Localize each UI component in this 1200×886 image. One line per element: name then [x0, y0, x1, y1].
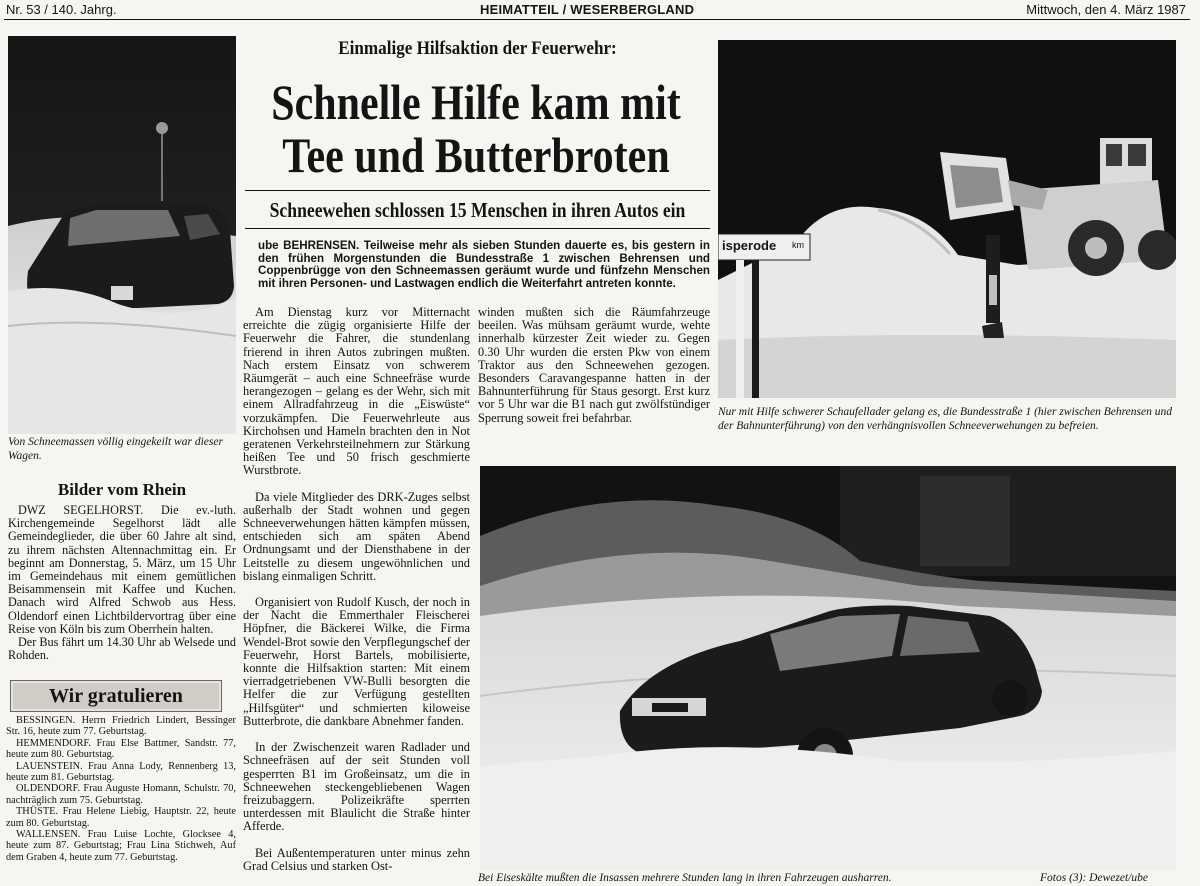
- sign-km: km: [792, 240, 804, 250]
- headline-line-1: Schnelle Hilfe kam mit: [271, 74, 681, 130]
- article-subhead: Schneewehen schlossen 15 Menschen in ihren Autos ein: [269, 198, 686, 222]
- gratulieren-entry: WALLENSEN. Frau Luise Lochte, Glocksee 4, heute zum 87. Geburtstag; Frau Lina Stichweh, Auf dem Graben 4, heute zum 77. Geburtstag.: [6, 829, 236, 863]
- article-paragraph: In der Zwischenzeit waren Radlader und Schneefräsen auf der seit Stunden voll gesperrten B1 im Großeinsatz, um die in Schneewehen steckengebliebenen Wagen freizubaggern. Polizeikräfte sperrten unterdessen mit Blaulicht die Straße hinter Afferde.: [243, 740, 470, 834]
- article-paragraph: Da viele Mitglieder des DRK-Zuges selbst außerhalb der Stadt wohnen und gegen Schneeverwehungen hätten kämpfen müssen, entschieden sich am späten Abend Ordnungsamt und der Diensthabene in der Leitstelle zu diesem ungewöhnlichen und bislang einmaligen Schritt.: [243, 489, 470, 583]
- article-paragraph: Am Dienstag kurz vor Mitternacht erreichte die zügig organisierte Hilfe der Feuerwehr die Fahrer, die stundenlang frierend in ihren Autos zubringen mußten. Nach erstem Einsatz von schwerem Räumgerät – auch eine Schneefräse wurde herangezogen – gelang es der Wehr, sich mit einem Allradfahrzeug in die „Eiswüste“ vorzukämpfen. Die Feuerwehrleute aus Kirchohsen und Hameln brachten den in Not geratenen Verkehrsteilnehmern zur Stärkung heißen Tee und 50 frisch geschmierte Wurstbrote.: [243, 306, 470, 478]
- article-lead: ube BEHRENSEN. Teilweise mehr als sieben Stunden dauerte es, bis gestern in den frühen Morgenstunden die Bundesstraße 1 zwischen Behrensen und Coppenbrügge von den Schneemassen geräumt wurde und fünfzehn Menschen mit ihren Personen- und Lastwagen endlich die Weiterfahrt antreten konnte.: [258, 239, 710, 290]
- issue-date: Mittwoch, den 4. März 1987: [1026, 2, 1186, 17]
- rhein-article: [8, 504, 236, 662]
- article-paragraph: winden mußten sich die Räumfahrzeuge beeilen. Was mühsam geräumt wurde, wehte innerhalb kürzester Zeit wieder zu. Gegen 0.30 Uhr wurden die ersten Pkw von einem Traktor aus den Schneewehen gezogen. Besonders Caravangespanne hatten in der Bahnunterführung für Staus gesorgt. Erst kurz vor 5 Uhr war die B1 nach gut zwölfstündiger Sperrung soweit frei befahrbar.: [478, 305, 710, 425]
- rhein-title: Bilder vom Rhein: [57, 480, 187, 499]
- left-photo: [8, 36, 236, 434]
- masthead: [0, 0, 1200, 20]
- article-paragraph: Organisiert von Rudolf Kusch, der noch in der Nacht die Emmerthaler Fleischerei Höpfner, die Bäckerei Wilke, die Firma Wendel-Brot sowie den Verpflegungschef der Feuerwehr, Horst Bartels, mobilisierte, konnte die Hilfsaktion starten: Mit einem vierradgetriebenen VW-Bulli besorgten die Helfer die zur Verfügung gestellten „Hilfsgüter“ und schmierten kiloweise Butterbrote, die dankbare Abnehmer fanden.: [243, 595, 470, 728]
- bottom-right-photo-caption: Bei Eiseskälte mußten die Insassen mehrere Stunden lang in ihren Fahrzeugen ausharren.: [478, 872, 892, 884]
- subhead-rule: [245, 228, 710, 229]
- article-column-2: [478, 306, 710, 438]
- gratulieren-entry: THÜSTE. Frau Helene Liebig, Hauptstr. 22, heute zum 80. Geburtstag.: [6, 806, 236, 829]
- photo-credit: Fotos (3): Dewezet/ube: [1040, 872, 1148, 884]
- gratulieren-title: Wir gratulieren: [49, 685, 183, 707]
- bottom-right-photo: [480, 466, 1176, 870]
- gratulieren-entry: OLDENDORF. Frau Auguste Homann, Schulstr. 70, nachträglich zum 75. Geburtstag.: [6, 783, 236, 806]
- article-column-1: [243, 306, 470, 883]
- gratulieren-title-box: [10, 680, 222, 712]
- gratulieren-entry: BESSINGEN. Herrn Friedrich Lindert, Bessinger Str. 16, heute zum 77. Geburtstag.: [6, 715, 236, 738]
- gratulieren-entry: LAUENSTEIN. Frau Anna Lody, Rennenberg 13, heute zum 81. Geburtstag.: [6, 760, 236, 784]
- top-right-photo-caption: Nur mit Hilfe schwerer Schaufellader gelang es, die Bundesstraße 1 (hier zwischen Behrensen und der Bahnunterführung) von den verhängnisvollen Schneeverwehungen zu befreien.: [718, 406, 1172, 432]
- rhein-body: DWZ SEGELHORST. Die ev.-luth. Kirchengemeinde Segelhorst lädt alle Gemeindeglieder, die über 60 Jahre alt sind, zu ihrem nächsten Altennachmittag ein. Er beginnt am Donnerstag, 5. März, um 15 Uhr im Gemeindehaus mit einem gemütlichen Beisammensein mit Kaffee und Kuchen. Danach wird Alfred Schwob aus Hess. Oldendorf einen Lichtbildervortrag über eine Reise von Köln bis zum Oberrhein halten.: [8, 503, 236, 636]
- article-kicker: Einmalige Hilfsaktion der Feuerwehr:: [338, 38, 617, 59]
- top-right-photo: [718, 40, 1176, 398]
- masthead-rule: [4, 19, 1190, 20]
- article-paragraph: Bei Außentemperaturen unter minus zehn Grad Celsius und starken Ost-: [243, 845, 470, 873]
- gratulieren-entry: HEMMENDORF. Frau Else Battmer, Sandstr. 77, heute zum 80. Geburtstag.: [6, 737, 236, 761]
- issue-number: Nr. 53 / 140. Jahrg.: [6, 2, 117, 17]
- headline-line-2: Tee und Butterbroten: [282, 127, 670, 183]
- article-headline: [261, 76, 691, 182]
- headline-rule: [245, 190, 710, 191]
- left-photo-caption: Von Schneemassen völlig eingekeilt war dieser Wagen.: [8, 436, 223, 462]
- gratulieren-list: [6, 715, 236, 863]
- rhein-body-2: Der Bus fährt um 14.30 Uhr ab Welsede und Rohden.: [8, 635, 236, 663]
- section-title: HEIMATTEIL / WESERBERGLAND: [480, 2, 695, 17]
- sign-text: isperode: [722, 238, 777, 253]
